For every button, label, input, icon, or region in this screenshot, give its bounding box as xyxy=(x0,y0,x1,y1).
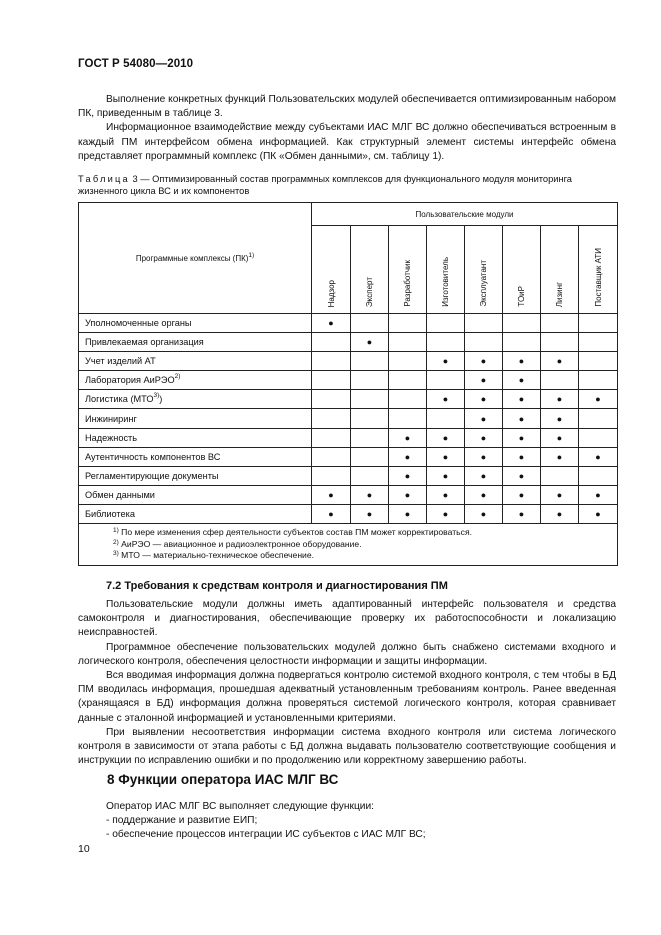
column-header: Надзор xyxy=(312,226,351,314)
mark-dot: ● xyxy=(579,485,618,504)
table-row xyxy=(79,333,618,352)
empty-cell xyxy=(389,371,427,390)
s8-item-1: - поддержание и развитие ЕИП; xyxy=(106,815,258,827)
s8-intro: Оператор ИАС МЛГ ВС выполняет следующие функции: xyxy=(106,801,374,812)
empty-cell xyxy=(351,352,389,371)
mark-dot: ● xyxy=(312,504,351,523)
empty-cell xyxy=(579,466,618,485)
table-row xyxy=(79,447,618,466)
empty-cell xyxy=(351,466,389,485)
empty-cell xyxy=(541,333,579,352)
table-row xyxy=(79,371,618,390)
empty-cell xyxy=(579,428,618,447)
mark-dot: ● xyxy=(503,447,541,466)
mark-dot: ● xyxy=(465,390,503,409)
mark-dot: ● xyxy=(503,371,541,390)
column-header: Лизинг xyxy=(541,226,579,314)
empty-cell xyxy=(312,371,351,390)
mark-dot: ● xyxy=(389,485,427,504)
empty-cell xyxy=(427,314,465,333)
intro-paragraph-2: Информационное взаимодействие между субъектами ИАС МЛГ ВС должно обеспечиваться встроенным в каждый ПМ интерфейсом обмена информацией. Как структурный элемент системы интерфейс обмена представляет программный комплекс (ПК «Обмен данными», см. таблицу 1). xyxy=(78,122,616,162)
mark-dot: ● xyxy=(427,390,465,409)
s8-item-2: - обеспечение процессов интеграции ИС субъектов с ИАС МЛГ ВС; xyxy=(106,829,426,841)
row-label: Учет изделий АТ xyxy=(79,352,312,371)
header-user-modules: Пользовательские модули xyxy=(312,203,618,226)
empty-cell xyxy=(465,314,503,333)
empty-cell xyxy=(541,371,579,390)
empty-cell xyxy=(312,466,351,485)
mark-dot: ● xyxy=(579,447,618,466)
mark-dot: ● xyxy=(427,352,465,371)
empty-cell xyxy=(312,333,351,352)
table-row xyxy=(79,314,618,333)
empty-cell xyxy=(579,371,618,390)
mark-dot: ● xyxy=(579,504,618,523)
mark-dot: ● xyxy=(541,409,579,428)
table-row xyxy=(79,504,618,523)
mark-dot: ● xyxy=(465,409,503,428)
empty-cell xyxy=(427,409,465,428)
empty-cell xyxy=(351,390,389,409)
mark-dot: ● xyxy=(503,428,541,447)
empty-cell xyxy=(312,352,351,371)
mark-dot: ● xyxy=(351,333,389,352)
row-label: Надежность xyxy=(79,428,312,447)
row-label: Привлекаемая организация xyxy=(79,333,312,352)
row-label: Уполномоченные органы xyxy=(79,314,312,333)
column-header: Разработчик xyxy=(389,226,427,314)
empty-cell xyxy=(541,466,579,485)
mark-dot: ● xyxy=(427,447,465,466)
mark-dot: ● xyxy=(427,428,465,447)
section-7-2-body xyxy=(78,598,616,768)
table-row xyxy=(79,428,618,447)
table-note: $^{2)}$ АиРЭО — авиационное и радиоэлектронное оборудование. xyxy=(113,538,362,549)
s72-paragraph-3: Вся вводимая информация должна подвергаться контролю системой входного контроля, с тем чтобы в БД ПМ вводилась информация, прошедшая адекватный установленным требованиям контроль. Ранее введенная (хранящаяся в БД) информация должна проверяться системой логического контроля, которая сравнивает данные с эталонной информацией и установленными критериями. xyxy=(78,670,616,724)
table-row xyxy=(79,409,618,428)
empty-cell xyxy=(579,352,618,371)
s72-paragraph-1: Пользовательские модули должны иметь адаптированный интерфейс пользователя и средства самоконтроля и диагностирования, обеспечивающие проверку их работоспособности и локализацию неисправностей. xyxy=(78,599,616,639)
empty-cell xyxy=(503,314,541,333)
row-label: Библиотека xyxy=(79,504,312,523)
row-label: Инжиниринг xyxy=(79,409,312,428)
mark-dot: ● xyxy=(541,428,579,447)
mark-dot: ● xyxy=(465,466,503,485)
empty-cell xyxy=(389,352,427,371)
empty-cell xyxy=(389,390,427,409)
empty-cell xyxy=(465,333,503,352)
mark-dot: ● xyxy=(541,485,579,504)
empty-cell xyxy=(389,409,427,428)
table-notes xyxy=(79,524,618,566)
section-8-body xyxy=(78,800,616,843)
mark-dot: ● xyxy=(312,485,351,504)
column-header: ТОиР xyxy=(503,226,541,314)
table-row xyxy=(79,466,618,485)
column-header: Эксперт xyxy=(351,226,389,314)
mark-dot: ● xyxy=(389,466,427,485)
s72-paragraph-4: При выявлении несоответствия информации система входного контроля или система логического контроля в зависимости от этапа работы с БД должна выдавать пользователю соответствующие сообщения и инструкции по исправлению ошибки и по продолжению или корректному завершению работы. xyxy=(78,726,616,767)
intro-paragraph-1: Выполнение конкретных функций Пользовательских модулей обеспечивается оптимизированным набором ПК, приведенным в таблице 3. xyxy=(78,94,616,120)
mark-dot: ● xyxy=(427,485,465,504)
empty-cell xyxy=(351,428,389,447)
mark-dot: ● xyxy=(541,504,579,523)
s72-paragraph-2: Программное обеспечение пользовательских модулей должно быть снабжено системами входного и логического контроля, обеспечения целостности информации и защиты информации. xyxy=(78,641,616,667)
mark-dot: ● xyxy=(389,447,427,466)
row-label: Логистика (МТО$^{3)}$) xyxy=(79,390,312,409)
mark-dot: ● xyxy=(503,409,541,428)
empty-cell xyxy=(312,409,351,428)
mark-dot: ● xyxy=(465,428,503,447)
table-caption-label: Таблица xyxy=(78,174,130,184)
table-note: $^{1)}$ По мере изменения сфер деятельности субъектов состав ПМ может корректироваться. xyxy=(113,527,472,538)
column-header: Изготовитель xyxy=(427,226,465,314)
document-header: ГОСТ Р 54080—2010 xyxy=(78,58,194,70)
row-label: Обмен данными xyxy=(79,485,312,504)
mark-dot: ● xyxy=(427,504,465,523)
empty-cell xyxy=(351,371,389,390)
mark-dot: ● xyxy=(351,504,389,523)
table-note: $^{3)}$ МТО — материально-техническое обеспечение. xyxy=(113,550,315,561)
empty-cell xyxy=(579,314,618,333)
column-header: Поставщик АТИ xyxy=(579,226,618,314)
empty-cell xyxy=(351,409,389,428)
mark-dot: ● xyxy=(465,485,503,504)
mark-dot: ● xyxy=(541,447,579,466)
mark-dot: ● xyxy=(541,352,579,371)
table-row xyxy=(79,485,618,504)
mark-dot: ● xyxy=(579,390,618,409)
empty-cell xyxy=(351,447,389,466)
column-header: Эксплуатант xyxy=(465,226,503,314)
modules-table xyxy=(78,202,618,566)
table-row xyxy=(79,352,618,371)
empty-cell xyxy=(579,333,618,352)
empty-cell xyxy=(503,333,541,352)
empty-cell xyxy=(389,314,427,333)
mark-dot: ● xyxy=(465,504,503,523)
table-caption-text: 3 — Оптимизированный состав программных комплексов для функционального модуля мониторинга жизненного цикла ВС и их компонентов xyxy=(78,174,572,196)
mark-dot: ● xyxy=(465,447,503,466)
section-8-title: 8 Функции оператора ИАС МЛГ ВС xyxy=(107,772,339,787)
page-number: 10 xyxy=(78,843,90,855)
table-row xyxy=(79,390,618,409)
empty-cell xyxy=(312,447,351,466)
empty-cell xyxy=(312,390,351,409)
table-caption xyxy=(78,173,618,197)
empty-cell xyxy=(579,409,618,428)
mark-dot: ● xyxy=(503,466,541,485)
empty-cell xyxy=(351,314,389,333)
empty-cell xyxy=(312,428,351,447)
row-label: Лаборатория АиРЭО$^{2)}$ xyxy=(79,371,312,390)
mark-dot: ● xyxy=(427,466,465,485)
row-label: Аутентичность компонентов ВС xyxy=(79,447,312,466)
mark-dot: ● xyxy=(503,504,541,523)
mark-dot: ● xyxy=(351,485,389,504)
mark-dot: ● xyxy=(312,314,351,333)
empty-cell xyxy=(427,333,465,352)
mark-dot: ● xyxy=(503,352,541,371)
empty-cell xyxy=(427,371,465,390)
mark-dot: ● xyxy=(389,504,427,523)
mark-dot: ● xyxy=(465,352,503,371)
row-label: Регламентирующие документы xyxy=(79,466,312,485)
mark-dot: ● xyxy=(389,428,427,447)
mark-dot: ● xyxy=(503,485,541,504)
empty-cell xyxy=(389,333,427,352)
mark-dot: ● xyxy=(503,390,541,409)
intro-text xyxy=(78,93,616,164)
header-program-complexes: Программные комплексы (ПК)$^{1)}$ xyxy=(79,203,312,314)
mark-dot: ● xyxy=(465,371,503,390)
mark-dot: ● xyxy=(541,390,579,409)
section-7-2-title: 7.2 Требования к средствам контроля и диагностирования ПМ xyxy=(106,580,448,592)
empty-cell xyxy=(541,314,579,333)
